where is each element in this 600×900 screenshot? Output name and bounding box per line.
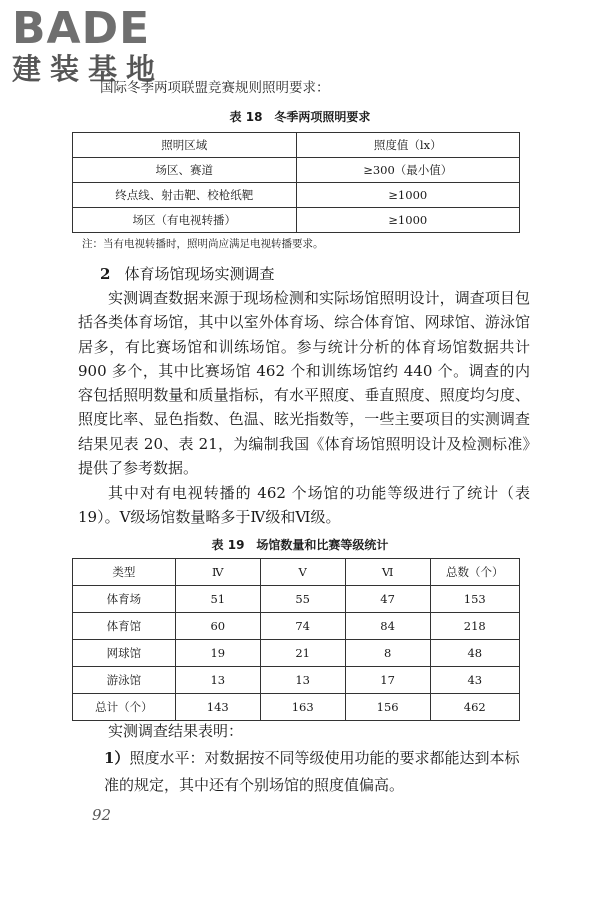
table-cell: 网球馆 [73, 640, 176, 667]
table-header-cell: Ⅴ [260, 559, 345, 586]
table19-caption: 表 19 场馆数量和比赛等级统计 [211, 538, 389, 552]
table-cell: ≥1000 [296, 183, 520, 208]
table-cell: ≥1000 [296, 208, 520, 233]
table-cell: ≥300（最小值） [296, 158, 520, 183]
table-cell: 84 [345, 613, 430, 640]
table-header-cell: Ⅵ [345, 559, 430, 586]
page-number: 92 [92, 806, 112, 824]
table18-note: 注：当有电视转播时，照明尚应满足电视转播要求。 [82, 238, 324, 250]
table-header-cell: 总数（个） [430, 559, 519, 586]
table-cell: 153 [430, 586, 519, 613]
table-cell: 218 [430, 613, 519, 640]
paragraph-1: 实测调查数据来源于现场检测和实际场馆照明设计，调查项目包括各类体育场馆，其中以室外体育场、综合体育馆、网球馆、游泳馆居多，有比赛场馆和训练场馆。参与统计分析的体育场馆数据共计 900 多个，其中比赛场馆 462 个和训练场馆约 440 个。调查的内容包括照明数量和质量指标，有水平照度、垂直照度、照度均匀度、照度比率、显色指数、色温、眩光指数等，一些主要项目的实测调查结果见表 20、表 21，为编制我国《体育场馆照明设计及检测标准》提供了参考数据。 [78, 289, 530, 478]
table-header-row [73, 559, 520, 586]
list-item-marker: 1） [104, 749, 130, 767]
table-cell: 场区（有电视转播） [73, 208, 297, 233]
section-heading [100, 263, 274, 284]
table-row [73, 183, 520, 208]
table-row [73, 640, 520, 667]
table-cell: 总计（个） [73, 694, 176, 721]
results-intro: 实测调查结果表明： [108, 722, 244, 740]
paragraph-2: 其中对有电视转播的 462 个场馆的功能等级进行了统计（表 19）。Ⅴ级场馆数量略多于Ⅳ级和Ⅵ级。 [78, 484, 530, 527]
table-cell: 体育场 [73, 586, 176, 613]
table-header-row [73, 133, 520, 158]
watermark-subtitle: 建装基地 [12, 52, 165, 86]
list-item [104, 745, 524, 799]
table-header-cell: 照明区域 [73, 133, 297, 158]
table-cell: 462 [430, 694, 519, 721]
table-header-cell: 照度值（lx） [296, 133, 520, 158]
table-cell: 48 [430, 640, 519, 667]
table-cell: 场区、赛道 [73, 158, 297, 183]
table-cell: 74 [260, 613, 345, 640]
table-cell: 21 [260, 640, 345, 667]
intro-text: 国际冬季两项联盟竞赛规则照明要求： [100, 80, 330, 96]
table-cell: 60 [175, 613, 260, 640]
table-row [73, 208, 520, 233]
table-row [73, 158, 520, 183]
table-cell: 163 [260, 694, 345, 721]
table-cell: 8 [345, 640, 430, 667]
table-total-row [73, 694, 520, 721]
section-title: 体育场馆现场实测调查 [124, 265, 275, 283]
table18-caption: 表 18 冬季两项照明要求 [229, 110, 371, 124]
table-cell: 13 [175, 667, 260, 694]
table-row [73, 586, 520, 613]
table-cell: 13 [260, 667, 345, 694]
table-cell: 19 [175, 640, 260, 667]
table-cell: 47 [345, 586, 430, 613]
table-cell: 终点线、射击靶、校枪纸靶 [73, 183, 297, 208]
watermark-brand: BADE [12, 3, 151, 54]
table-header-cell: 类型 [73, 559, 176, 586]
table-cell: 体育馆 [73, 613, 176, 640]
table-header-cell: Ⅳ [175, 559, 260, 586]
table-19 [72, 558, 520, 721]
table-cell: 17 [345, 667, 430, 694]
table-cell: 156 [345, 694, 430, 721]
table-cell: 55 [260, 586, 345, 613]
table-cell: 43 [430, 667, 519, 694]
table-row [73, 667, 520, 694]
table-cell: 51 [175, 586, 260, 613]
table-row [73, 613, 520, 640]
table-cell: 143 [175, 694, 260, 721]
table-18 [72, 132, 520, 233]
list-item-text: 对数据按不同等级使用功能的要求都能达到本标准的规定，其中还有个别场馆的照度值偏高。 [104, 749, 520, 794]
section-number: 2 [100, 265, 111, 283]
table-cell: 游泳馆 [73, 667, 176, 694]
list-item-label: 照度水平： [129, 749, 205, 767]
